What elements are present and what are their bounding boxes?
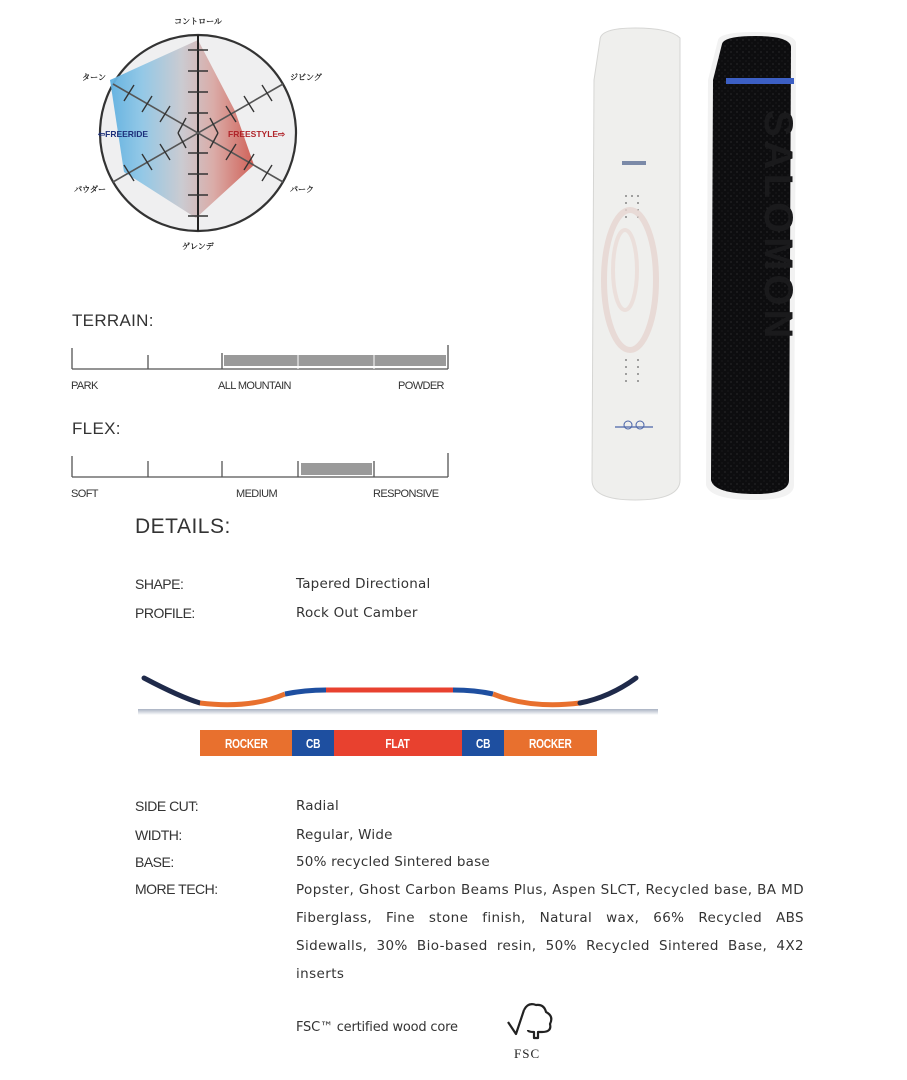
more-tech-value: Popster, Ghost Carbon Beams Plus, Aspen SLCT, Recycled base, BA MD Fiberglass, Fine stone finish, Natural wax, 66% Recycled ABS Sidewalls, 30% Bio-based resin, 50% Recycled Sintered Base, 4X2 inserts [296,882,804,982]
flex-scale [70,453,454,483]
flex-title: FLEX: [72,419,121,438]
segment-rocker-right: ROCKER [504,730,597,756]
profile-value: Rock Out Camber [296,605,418,621]
radar-axis-turn: ターン [82,73,106,82]
radar-axis-jibbing: ジビング [290,73,322,82]
side-cut-label: SIDE CUT: [135,798,199,814]
camber-profile-diagram [130,665,670,725]
camber-profile-legend [200,730,597,756]
top-brand-logo [622,161,646,165]
base-stripe [726,78,794,84]
flex-label-soft: SOFT [71,488,98,500]
freestyle-label: FREESTYLE⇨ [228,129,286,139]
segment-rocker-left: ROCKER [200,730,292,756]
profile-label: PROFILE: [135,605,195,621]
segment-camber-left: CB [292,730,334,756]
more-tech-label: MORE TECH: [135,881,218,897]
fsc-logo-text: FSC [514,1046,541,1061]
ride-style-radar-chart [60,0,350,260]
segment-camber-right: CB [462,730,504,756]
flex-label-responsive: RESPONSIVE [373,488,439,500]
shape-label: SHAPE: [135,576,184,592]
base-value: 50% recycled Sintered base [296,854,490,870]
base-label: BASE: [135,854,174,870]
shape-value: Tapered Directional [296,576,431,592]
fsc-certification-text: FSC™ certified wood core [296,1020,458,1035]
radar-axis-park: パーク [290,185,314,194]
segment-flat: FLAT [334,730,462,756]
radar-axis-groomer: ゲレンデ [182,242,214,251]
width-label: WIDTH: [135,827,182,843]
details-title: DETAILS: [135,515,231,538]
radar-axis-control: コントロール [174,17,222,26]
fsc-tree-icon [504,1000,564,1065]
width-value: Regular, Wide [296,827,393,843]
terrain-title: TERRAIN: [72,311,154,330]
terrain-label-powder: POWDER [398,380,444,392]
flex-label-medium: MEDIUM [236,488,278,500]
side-cut-value: Radial [296,798,339,814]
radar-axis-powder: パウダー [74,185,106,194]
base-brand-text: SALOMON [756,110,800,343]
terrain-label-all-mountain: ALL MOUNTAIN [218,380,291,392]
freeride-label: ⇦FREERIDE [98,129,149,139]
snowboard-images [580,20,800,505]
terrain-scale [70,345,454,375]
terrain-label-park: PARK [71,380,98,392]
